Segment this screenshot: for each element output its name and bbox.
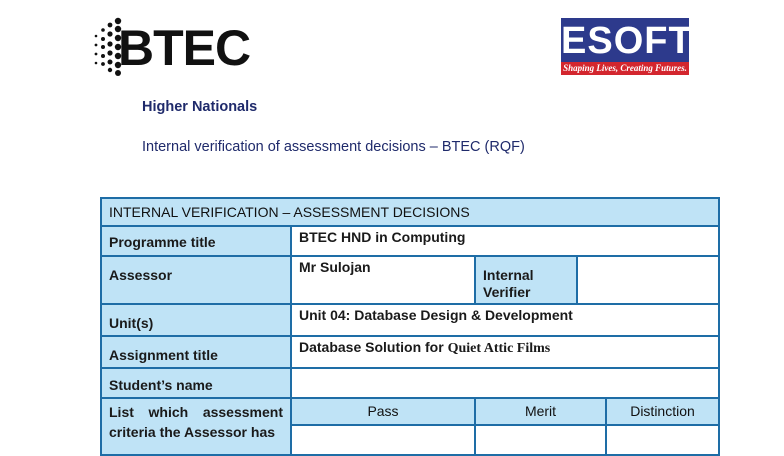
units-value: Unit 04: Database Design & Development [291, 304, 719, 336]
btec-wordmark: BTEC [118, 20, 251, 76]
internal-verifier-label: Internal Verifier [475, 256, 577, 304]
assignment-title-label: Assignment title [101, 336, 291, 368]
esoft-wordmark: ESOFT [561, 20, 693, 62]
assessor-label: Assessor [101, 256, 291, 304]
higher-nationals-heading: Higher Nationals [142, 99, 258, 115]
btec-logo [92, 17, 257, 77]
assignment-title-value [291, 336, 719, 368]
assignment-title-client: Quiet Attic Films [447, 341, 551, 356]
student-name-label: Student’s name [101, 368, 291, 398]
internal-verifier-value [577, 256, 719, 304]
pass-criteria-cell [291, 425, 475, 455]
esoft-logo [561, 18, 693, 75]
merit-criteria-cell [475, 425, 606, 455]
programme-title-label: Programme title [101, 226, 291, 256]
distinction-header: Distinction [606, 398, 719, 425]
units-label: Unit(s) [101, 304, 291, 336]
assignment-title-text: Database Solution for [299, 339, 448, 355]
assessor-value: Mr Sulojan [291, 256, 475, 304]
esoft-tagline: Shaping Lives, Creating Futures. [561, 62, 689, 75]
internal-verification-table [100, 197, 720, 456]
assessment-criteria-label: List which assessment criteria the Assessor has [101, 398, 291, 455]
merit-header: Merit [475, 398, 606, 425]
programme-title-value: BTEC HND in Computing [291, 226, 719, 256]
document-subtitle: Internal verification of assessment decisions – BTEC (RQF) [142, 139, 525, 155]
student-name-value [291, 368, 719, 398]
distinction-criteria-cell [606, 425, 719, 455]
pass-header: Pass [291, 398, 475, 425]
table-title: INTERNAL VERIFICATION – ASSESSMENT DECISIONS [101, 198, 719, 226]
